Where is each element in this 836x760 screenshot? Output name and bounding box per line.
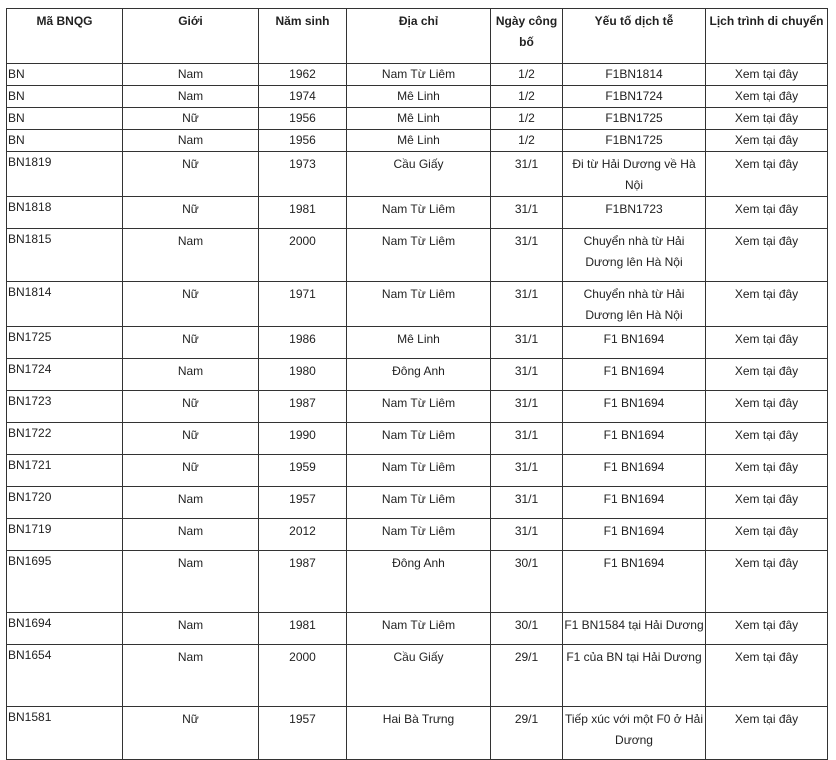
cell-code: BN1722 [7, 423, 123, 455]
cell-code: BN1818 [7, 197, 123, 229]
cell-factor: F1BN1723 [563, 197, 706, 229]
cell-date: 1/2 [491, 108, 563, 130]
cell-year: 1973 [259, 152, 347, 197]
cell-year: 1987 [259, 551, 347, 613]
cell-gender: Nữ [123, 455, 259, 487]
cell-route-link[interactable]: Xem tại đây [706, 455, 828, 487]
cell-year: 1987 [259, 391, 347, 423]
cell-gender: Nam [123, 613, 259, 645]
cell-gender: Nam [123, 519, 259, 551]
cell-factor: F1 BN1694 [563, 423, 706, 455]
cell-gender: Nam [123, 64, 259, 86]
cell-address: Mê Linh [347, 327, 491, 359]
cell-gender: Nữ [123, 707, 259, 760]
cell-year: 1974 [259, 86, 347, 108]
cell-factor: F1 của BN tại Hải Dương [563, 645, 706, 707]
cell-gender: Nữ [123, 197, 259, 229]
cell-route-link[interactable]: Xem tại đây [706, 108, 828, 130]
cell-code: BN1815 [7, 229, 123, 282]
table-row [7, 152, 828, 197]
header-row [7, 9, 828, 64]
cell-year: 1957 [259, 487, 347, 519]
cell-gender: Nữ [123, 282, 259, 327]
cell-date: 1/2 [491, 64, 563, 86]
cell-address: Hai Bà Trưng [347, 707, 491, 760]
cell-factor: F1 BN1694 [563, 551, 706, 613]
cell-year: 2012 [259, 519, 347, 551]
cell-gender: Nữ [123, 391, 259, 423]
cell-route-link[interactable]: Xem tại đây [706, 229, 828, 282]
cell-code: BN1723 [7, 391, 123, 423]
cell-year: 1990 [259, 423, 347, 455]
cell-year: 1981 [259, 197, 347, 229]
cell-gender: Nữ [123, 108, 259, 130]
cell-gender: Nữ [123, 327, 259, 359]
cell-route-link[interactable]: Xem tại đây [706, 197, 828, 229]
cell-address: Mê Linh [347, 130, 491, 152]
table-row [7, 282, 828, 327]
column-header-address: Địa chỉ [347, 9, 491, 64]
table-row [7, 108, 828, 130]
cell-code: BN1720 [7, 487, 123, 519]
cell-year: 1971 [259, 282, 347, 327]
cell-year: 2000 [259, 229, 347, 282]
cell-code: BN [7, 86, 123, 108]
table-row [7, 613, 828, 645]
cell-code: BN [7, 130, 123, 152]
cell-gender: Nữ [123, 152, 259, 197]
cell-year: 1986 [259, 327, 347, 359]
cell-code: BN1694 [7, 613, 123, 645]
cell-year: 1957 [259, 707, 347, 760]
cell-route-link[interactable]: Xem tại đây [706, 423, 828, 455]
cell-factor: F1 BN1694 [563, 391, 706, 423]
cell-code: BN1725 [7, 327, 123, 359]
cell-date: 30/1 [491, 613, 563, 645]
table-row [7, 130, 828, 152]
table-row [7, 551, 828, 613]
cell-year: 1981 [259, 613, 347, 645]
cell-gender: Nam [123, 645, 259, 707]
cell-date: 31/1 [491, 487, 563, 519]
cell-route-link[interactable]: Xem tại đây [706, 613, 828, 645]
cell-year: 1956 [259, 130, 347, 152]
cell-code: BN1581 [7, 707, 123, 760]
cell-code: BN1814 [7, 282, 123, 327]
cell-address: Nam Từ Liêm [347, 613, 491, 645]
cell-factor: F1BN1814 [563, 64, 706, 86]
cell-date: 31/1 [491, 455, 563, 487]
cell-date: 29/1 [491, 707, 563, 760]
cell-date: 31/1 [491, 229, 563, 282]
cell-address: Mê Linh [347, 108, 491, 130]
cell-gender: Nam [123, 551, 259, 613]
cell-route-link[interactable]: Xem tại đây [706, 519, 828, 551]
cell-date: 30/1 [491, 551, 563, 613]
cell-address: Nam Từ Liêm [347, 455, 491, 487]
cell-address: Đông Anh [347, 551, 491, 613]
cell-date: 31/1 [491, 197, 563, 229]
table-row [7, 645, 828, 707]
cell-date: 31/1 [491, 391, 563, 423]
cell-date: 31/1 [491, 519, 563, 551]
column-header-gender: Giới [123, 9, 259, 64]
table-row [7, 64, 828, 86]
cell-gender: Nam [123, 229, 259, 282]
cell-address: Nam Từ Liêm [347, 519, 491, 551]
cell-factor: F1BN1725 [563, 130, 706, 152]
cell-factor: Tiếp xúc với một F0 ở Hải Dương [563, 707, 706, 760]
cell-route-link[interactable]: Xem tại đây [706, 152, 828, 197]
cell-factor: F1BN1725 [563, 108, 706, 130]
cell-address: Cầu Giấy [347, 152, 491, 197]
cell-year: 2000 [259, 645, 347, 707]
cell-route-link[interactable]: Xem tại đây [706, 64, 828, 86]
cell-date: 29/1 [491, 645, 563, 707]
cell-date: 31/1 [491, 152, 563, 197]
cell-address: Nam Từ Liêm [347, 391, 491, 423]
cell-date: 1/2 [491, 130, 563, 152]
table-row [7, 423, 828, 455]
column-header-factor: Yếu tố dịch tễ [563, 9, 706, 64]
cell-address: Mê Linh [347, 86, 491, 108]
cell-address: Nam Từ Liêm [347, 423, 491, 455]
cell-gender: Nam [123, 359, 259, 391]
cell-code: BN1721 [7, 455, 123, 487]
cell-code: BN [7, 108, 123, 130]
case-table [6, 8, 828, 760]
cell-year: 1962 [259, 64, 347, 86]
cell-route-link[interactable]: Xem tại đây [706, 487, 828, 519]
cell-code: BN [7, 64, 123, 86]
cell-factor: F1 BN1694 [563, 327, 706, 359]
cell-gender: Nữ [123, 423, 259, 455]
cell-route-link[interactable]: Xem tại đây [706, 359, 828, 391]
table-row [7, 707, 828, 760]
cell-gender: Nam [123, 86, 259, 108]
table-row [7, 86, 828, 108]
cell-route-link[interactable]: Xem tại đây [706, 707, 828, 760]
table-row [7, 229, 828, 282]
column-header-route: Lịch trình di chuyển [706, 9, 828, 64]
cell-factor: F1 BN1694 [563, 359, 706, 391]
cell-factor: F1 BN1694 [563, 519, 706, 551]
cell-factor: Đi từ Hải Dương về Hà Nội [563, 152, 706, 197]
cell-address: Cầu Giấy [347, 645, 491, 707]
cell-factor: F1BN1724 [563, 86, 706, 108]
cell-address: Nam Từ Liêm [347, 64, 491, 86]
cell-address: Nam Từ Liêm [347, 487, 491, 519]
cell-address: Đông Anh [347, 359, 491, 391]
cell-address: Nam Từ Liêm [347, 282, 491, 327]
cell-address: Nam Từ Liêm [347, 197, 491, 229]
cell-date: 31/1 [491, 282, 563, 327]
table-row [7, 487, 828, 519]
table-row [7, 391, 828, 423]
cell-date: 1/2 [491, 86, 563, 108]
cell-route-link[interactable]: Xem tại đây [706, 391, 828, 423]
table-row [7, 455, 828, 487]
column-header-year: Năm sinh [259, 9, 347, 64]
cell-factor: F1 BN1694 [563, 487, 706, 519]
cell-year: 1959 [259, 455, 347, 487]
cell-route-link[interactable]: Xem tại đây [706, 327, 828, 359]
table-row [7, 359, 828, 391]
table-row [7, 327, 828, 359]
cell-code: BN1819 [7, 152, 123, 197]
cell-code: BN1654 [7, 645, 123, 707]
cell-factor: Chuyển nhà từ Hải Dương lên Hà Nội [563, 282, 706, 327]
cell-year: 1956 [259, 108, 347, 130]
cell-address: Nam Từ Liêm [347, 229, 491, 282]
cell-route-link[interactable]: Xem tại đây [706, 551, 828, 613]
cell-factor: Chuyển nhà từ Hải Dương lên Hà Nội [563, 229, 706, 282]
cell-date: 31/1 [491, 359, 563, 391]
column-header-date: Ngày công bố [491, 9, 563, 64]
cell-factor: F1 BN1584 tại Hải Dương [563, 613, 706, 645]
cell-gender: Nam [123, 487, 259, 519]
cell-factor: F1 BN1694 [563, 455, 706, 487]
cell-year: 1980 [259, 359, 347, 391]
table-row [7, 519, 828, 551]
cell-route-link[interactable]: Xem tại đây [706, 645, 828, 707]
cell-date: 31/1 [491, 423, 563, 455]
cell-code: BN1724 [7, 359, 123, 391]
cell-route-link[interactable]: Xem tại đây [706, 86, 828, 108]
cell-code: BN1695 [7, 551, 123, 613]
column-header-code: Mã BNQG [7, 9, 123, 64]
cell-route-link[interactable]: Xem tại đây [706, 130, 828, 152]
cell-gender: Nam [123, 130, 259, 152]
cell-route-link[interactable]: Xem tại đây [706, 282, 828, 327]
cell-date: 31/1 [491, 327, 563, 359]
table-row [7, 197, 828, 229]
cell-code: BN1719 [7, 519, 123, 551]
